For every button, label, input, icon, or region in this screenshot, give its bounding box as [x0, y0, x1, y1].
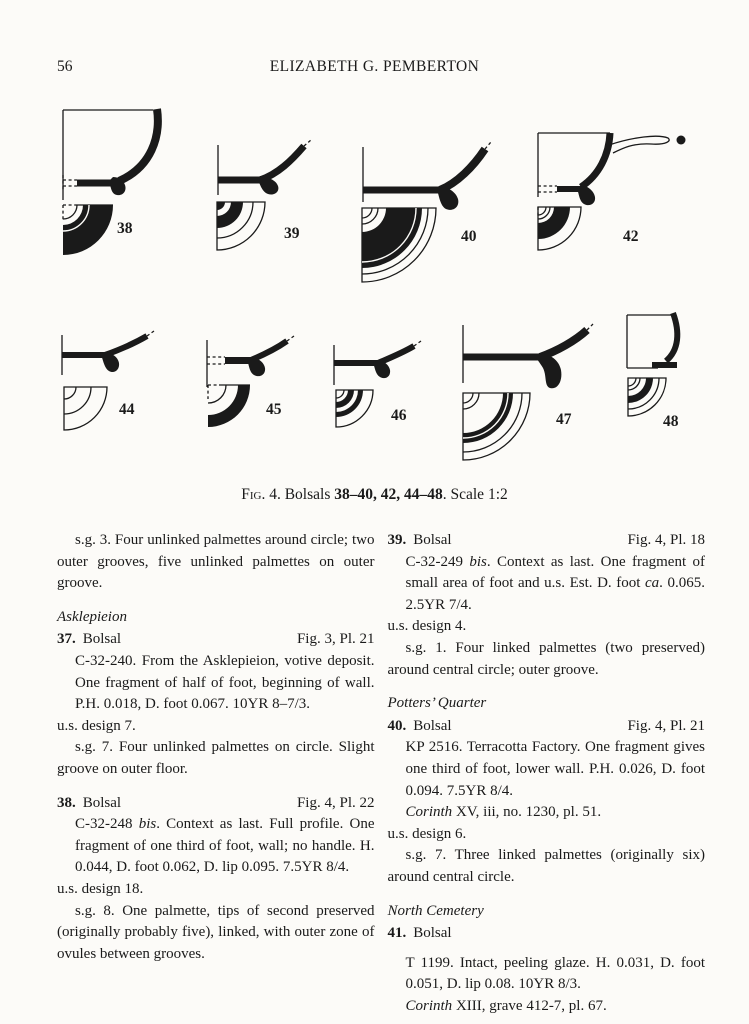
body-text: . Context as last. One fragment of small area of foot and u.s. Est. D. foot	[405, 553, 705, 592]
entry-number: 39.	[387, 532, 407, 548]
body-text: C-32-249	[405, 553, 470, 570]
entry-number: 38.	[57, 794, 76, 811]
caption-text: Bolsals	[280, 486, 335, 503]
body-text: s.g. 1. Four linked palmettes (two preserved) around central circle; outer groove.	[387, 639, 705, 678]
italic-text: Corinth	[405, 804, 453, 821]
entry-header	[57, 793, 375, 815]
body-text: s.g. 8. One palmette, tips of second preserved (originally probably five), linked, with outer zone of ovules between grooves.	[57, 902, 375, 962]
italic-text: bis	[138, 816, 157, 833]
body-text: s.g. 3. Four unlinked palmettes around circle; two outer grooves, five unlinked palmettes on outer groove.	[57, 532, 375, 592]
entry-description	[406, 552, 706, 617]
body-text: u.s. design 18.	[57, 880, 144, 897]
caption-fig-label: Fig. 4.	[241, 486, 281, 503]
pottery-profile-drawing	[455, 320, 600, 465]
entry-shape-name: Bolsal	[413, 925, 452, 942]
entry-description	[406, 953, 706, 996]
italic-text: ca	[645, 575, 660, 592]
entry-header	[388, 530, 706, 552]
body-text: T 1199. Intact, peeling glaze. H. 0.031, D. foot 0.051, D. lip 0.08. 10YR 8/3.	[405, 954, 705, 993]
entry-title	[388, 530, 452, 552]
sg-note	[388, 845, 706, 888]
entry-header	[57, 629, 375, 651]
body-text: XV, iii, no. 1230, pl. 51.	[452, 804, 602, 821]
catalog-paragraph	[57, 530, 375, 595]
entry-title	[57, 793, 121, 815]
reference-line	[406, 802, 706, 824]
body-text: C-32-248	[75, 816, 139, 833]
entry-header	[388, 923, 706, 945]
pottery-profile-drawing	[203, 335, 308, 443]
pottery-profile-drawing	[210, 140, 325, 265]
reference-line	[406, 996, 706, 1018]
italic-text: bis	[469, 553, 487, 570]
us-design-note	[388, 616, 706, 638]
sg-note	[57, 901, 375, 966]
entry-title	[57, 629, 121, 651]
text-column-2	[388, 530, 706, 1017]
entry-number: 40.	[387, 717, 407, 734]
entry-description	[406, 737, 706, 802]
drawing-label: 40	[461, 228, 477, 245]
entry-number: 41.	[387, 925, 407, 942]
sg-note	[57, 737, 375, 780]
caption-bold-range: 38–40, 42, 44–48	[334, 486, 443, 503]
body-text: KP 2516. Terracotta Factory. One fragment gives one third of foot, lower wall. P.H. 0.026, D. foot 0.094. 7.5YR 8/4.	[405, 739, 705, 799]
us-design-note	[57, 716, 375, 738]
us-design-note	[57, 879, 375, 901]
body-text: XIII, grave 412-7, pl. 67.	[452, 997, 607, 1014]
drawing-label: 48	[663, 413, 679, 430]
page-number: 56	[57, 58, 73, 75]
entry-fig-pl-reference: Fig. 3, Pl. 21	[296, 631, 375, 648]
body-text: u.s. design 4.	[387, 618, 467, 635]
drawing-bolsal-48	[620, 308, 715, 438]
entry-shape-name: Bolsal	[413, 532, 452, 548]
drawing-label: 38	[117, 220, 133, 237]
entry-fig-pl-reference: Fig. 4, Pl. 21	[627, 717, 705, 734]
body-text: u.s. design 6.	[387, 825, 467, 842]
sg-note	[388, 638, 706, 681]
entry-shape-name: Bolsal	[413, 717, 452, 734]
body-text: s.g. 7. Four unlinked palmettes on circle. Slight groove on outer floor.	[57, 739, 375, 777]
body-text: u.s. design 7.	[57, 717, 136, 734]
drawing-bolsal-42	[533, 125, 715, 255]
drawing-bolsal-46	[330, 340, 425, 442]
pottery-profile-drawing	[55, 103, 190, 263]
italic-text: Corinth	[405, 997, 453, 1014]
pottery-profile-drawing	[57, 330, 177, 442]
drawing-bolsal-47	[455, 320, 600, 465]
italic-text: North Cemetery	[387, 902, 484, 919]
body-text: . 0.065. 2.5YR 7/4.	[405, 575, 706, 613]
entry-description	[75, 814, 375, 879]
body-text: s.g. 7. Three linked palmettes (originally six) around central circle.	[387, 847, 705, 885]
drawing-label: 44	[119, 401, 135, 418]
italic-text: Asklepieion	[57, 608, 127, 625]
page-header	[0, 0, 749, 76]
drawing-label: 42	[623, 228, 639, 245]
drawing-label: 46	[391, 407, 407, 424]
pottery-profile-drawing	[345, 135, 495, 285]
drawing-label: 47	[556, 411, 572, 428]
entry-title	[388, 716, 452, 738]
text-column-1	[57, 530, 375, 1017]
entry-shape-name: Bolsal	[82, 631, 122, 648]
entry-header	[388, 716, 706, 738]
entry-fig-pl-reference: Fig. 4, Pl. 22	[296, 794, 375, 811]
drawing-bolsal-38	[55, 103, 190, 263]
text-columns	[0, 530, 749, 1017]
caption-tail: . Scale 1:2	[442, 486, 508, 503]
entry-description	[75, 651, 375, 716]
figure-4-plate	[0, 95, 749, 480]
drawing-label: 39	[284, 225, 300, 242]
section-heading	[388, 901, 706, 923]
body-text: . Context as last. Full profile. One fragment of one third of foot, wall; no handle. H. 0.044, D. foot 0.062, D. lip 0.095. 7.5YR 8/4.	[75, 816, 375, 876]
entry-fig-pl-reference: Fig. 4, Pl. 18	[627, 532, 705, 548]
body-text: C-32-240. From the Asklepieion, votive deposit. One fragment of half of foot, beginning of wall. P.H. 0.018, D. foot 0.067. 10YR 8–7/3.	[75, 652, 375, 713]
entry-shape-name: Bolsal	[82, 794, 122, 811]
running-head-title: ELIZABETH G. PEMBERTON	[269, 58, 480, 75]
pottery-profile-drawing	[330, 340, 425, 442]
italic-text: Potters’ Quarter	[387, 695, 487, 712]
drawing-bolsal-40	[345, 135, 495, 285]
section-heading	[388, 693, 706, 715]
drawing-bolsal-45	[203, 335, 308, 443]
figure-caption	[0, 486, 749, 504]
drawing-bolsal-44	[57, 330, 177, 442]
us-design-note	[388, 824, 706, 846]
drawing-bolsal-39	[210, 140, 325, 265]
drawing-label: 45	[266, 401, 282, 418]
section-heading	[57, 607, 375, 629]
entry-number: 37.	[57, 631, 76, 648]
entry-title	[388, 923, 452, 945]
